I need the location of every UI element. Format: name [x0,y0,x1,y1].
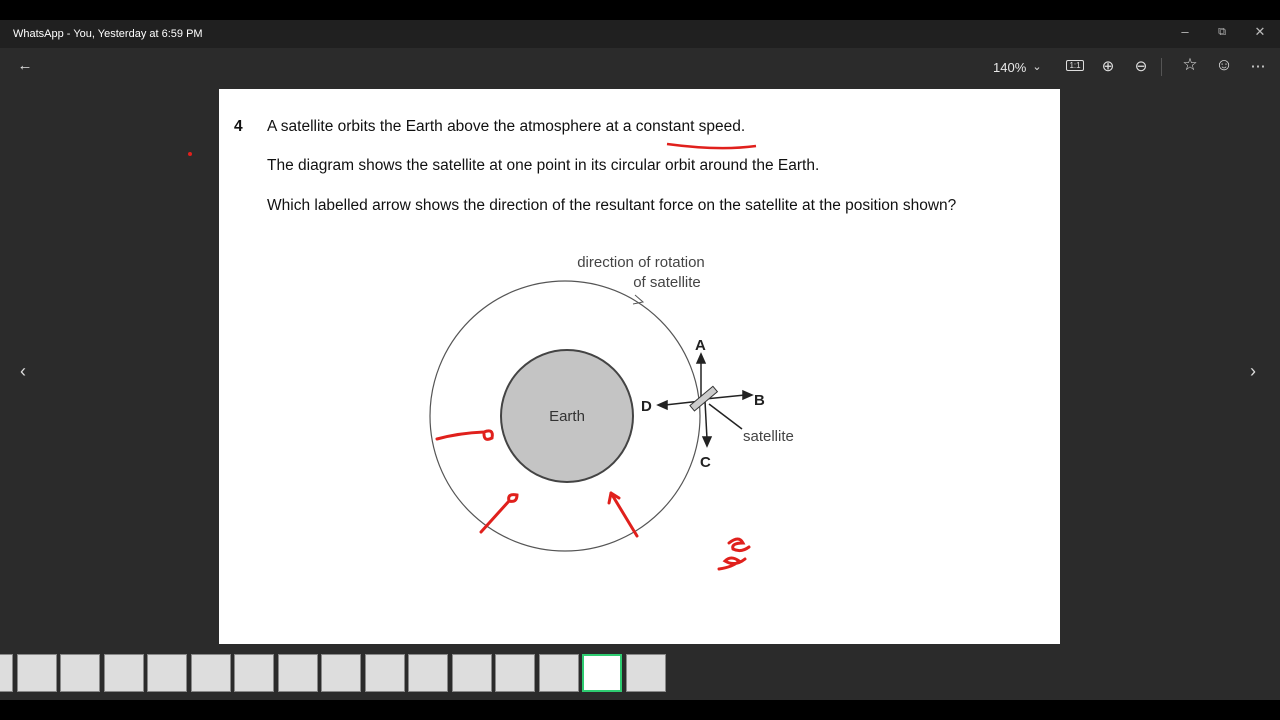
line1-period: . [740,118,746,135]
back-arrow-icon[interactable]: ← [17,57,33,74]
actual-size-button[interactable] [1063,61,1087,70]
label-d: D [641,398,652,415]
actual-size-icon: 1:1 [1066,60,1083,71]
thumbnail[interactable] [17,654,57,692]
orbit-diagram [219,89,1060,644]
more-options-icon[interactable]: ⋯ [1250,58,1266,75]
zoom-out-icon[interactable]: ⊖ [1134,58,1148,75]
earth-label: Earth [549,408,585,425]
zoom-in-icon[interactable]: ⊕ [1101,58,1115,75]
restore-button[interactable]: ⧉ [1218,26,1226,38]
thumbnail[interactable] [408,654,448,692]
rotation-label-2: of satellite [633,274,701,291]
thumbnail[interactable] [104,654,144,692]
red-dot [188,152,192,156]
minimize-button[interactable]: – [1181,24,1189,39]
feedback-smiley-icon[interactable]: ☺ [1215,55,1233,74]
thumbnail[interactable] [191,654,231,692]
window-title: WhatsApp - You, Yesterday at 6:59 PM [13,28,203,40]
thumbnail[interactable] [495,654,535,692]
label-c: C [700,454,711,471]
line1-text: A satellite orbits the Earth above the atmosphere at a [267,118,636,135]
red-underline [667,144,756,148]
title-bar [0,20,1280,48]
label-a: A [695,337,706,354]
arrow-c [705,401,707,439]
thumbnail[interactable] [582,654,622,692]
thumbnail[interactable] [539,654,579,692]
rotation-label-1: direction of rotation [577,254,705,271]
thumbnail[interactable] [626,654,666,692]
toolbar [0,48,1280,86]
toolbar-divider [1161,58,1162,76]
satellite-label: satellite [743,428,794,445]
thumbnail[interactable] [147,654,187,692]
thumbnail[interactable] [60,654,100,692]
thumbnail[interactable] [321,654,361,692]
bottom-bar [0,700,1280,720]
label-b: B [754,392,765,409]
thumbnail[interactable] [0,654,13,692]
next-image-icon[interactable]: › [1250,361,1256,381]
thumbnail-strip [0,650,1280,700]
close-button[interactable]: ✕ [1254,24,1266,39]
zoom-dropdown-chevron-icon[interactable]: ⌄ [1032,61,1042,73]
thumbnail[interactable] [365,654,405,692]
rotation-arrow-icon [633,295,643,304]
favorite-star-icon[interactable]: ☆ [1182,55,1198,74]
zoom-level[interactable]: 140% [993,60,1027,75]
document-image [219,89,1060,644]
underlined-phrase: constant speed [635,118,741,135]
question-line-2: The diagram shows the satellite at one point in its circular orbit around the Earth. [267,157,820,174]
thumbnail[interactable] [278,654,318,692]
thumbnail[interactable] [234,654,274,692]
question-line-3: Which labelled arrow shows the direction of the resultant force on the satellite at the position shown? [267,197,957,214]
image-viewer [0,86,1280,650]
satellite-leader [709,404,742,429]
previous-image-icon[interactable]: ‹ [20,361,26,381]
thumbnail[interactable] [452,654,492,692]
question-number: 4 [234,118,243,135]
